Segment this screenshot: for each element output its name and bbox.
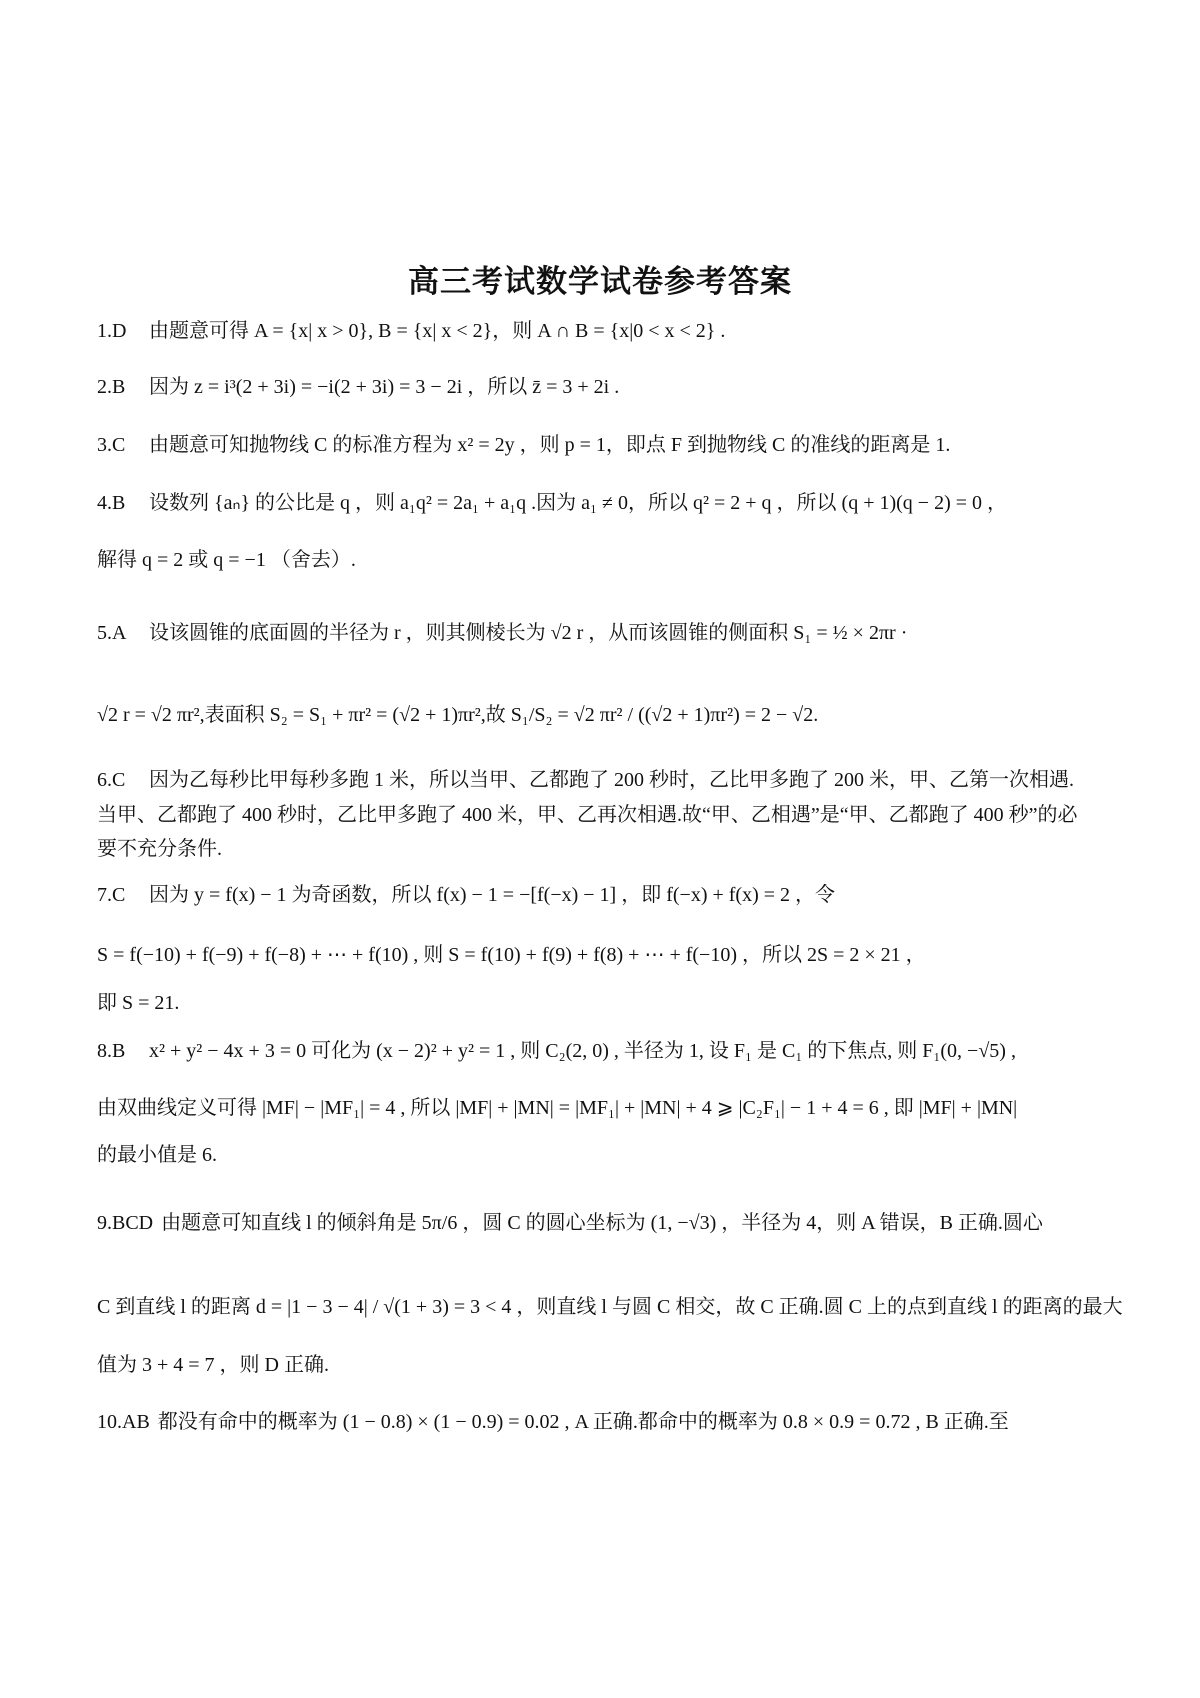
answer-text: 由双曲线定义可得 |MF| − |MF₁| = 4 , 所以 |MF| + |MN| = |MF₁| + |MN| + 4 ⩾ |C₂F₁| − 1 + 4 = 6 , 即 |MF| + |MN| <box>97 1097 1018 1119</box>
answer-line-7 <box>97 880 1127 909</box>
answer-line-4 <box>97 488 1127 517</box>
answer-line-1 <box>97 316 1127 345</box>
answer-text: 都没有命中的概率为 (1 − 0.8) × (1 − 0.9) = 0.02 , A 正确.都命中的概率为 0.8 × 0.9 = 0.72 , B 正确.至 <box>157 1411 1009 1433</box>
answer-line-9 <box>97 1208 1127 1237</box>
answer-number: 8.B <box>97 1040 126 1062</box>
answer-line-4-cont <box>97 545 1127 574</box>
answer-line-5 <box>97 618 1127 647</box>
answer-text: 的最小值是 6. <box>97 1144 217 1166</box>
answer-number: 6.C <box>97 769 126 791</box>
answer-number: 5.A <box>97 622 127 644</box>
answer-line-5-cont <box>97 700 1127 729</box>
answer-number: 4.B <box>97 492 126 514</box>
answer-line-9-cont <box>97 1292 1127 1321</box>
answer-line-6-cont2 <box>97 834 1127 863</box>
answer-number: 1.D <box>97 320 127 342</box>
answer-number: 7.C <box>97 884 126 906</box>
answer-line-7-cont2 <box>97 988 1127 1017</box>
answer-text: 要不充分条件. <box>97 838 222 860</box>
answer-line-6 <box>97 765 1127 794</box>
answer-text: 设该圆锥的底面圆的半径为 r ，则其侧棱长为 √2 r ，从而该圆锥的侧面积 S₁ = ½ × 2πr · <box>149 622 908 644</box>
answer-text: 因为 z = i³(2 + 3i) = −i(2 + 3i) = 3 − 2i ，所以 z̄ = 3 + 2i . <box>149 376 620 398</box>
page-title: 高三考试数学试卷参考答案 <box>408 264 792 300</box>
answer-line-6-cont <box>97 800 1127 829</box>
answer-line-9-cont2 <box>97 1350 1127 1379</box>
answer-text: 因为乙每秒比甲每秒多跑 1 米，所以当甲、乙都跑了 200 秒时，乙比甲多跑了 200 米，甲、乙第一次相遇. <box>149 769 1074 791</box>
answer-text: 解得 q = 2 或 q = −1 （舍去）. <box>97 549 356 571</box>
answer-text: 设数列 {aₙ} 的公比是 q ，则 a₁q² = 2a₁ + a₁q .因为 a₁ ≠ 0，所以 q² = 2 + q ，所以 (q + 1)(q − 2) = 0 ， <box>149 492 1008 514</box>
answer-line-8-cont2 <box>97 1140 1127 1169</box>
answer-text: 值为 3 + 4 = 7 ，则 D 正确. <box>97 1354 330 1376</box>
answer-text: √2 r = √2 πr²,表面积 S₂ = S₁ + πr² = (√2 + 1)πr²,故 S₁/S₂ = √2 πr² / ((√2 + 1)πr²) = 2 − √2. <box>97 704 819 726</box>
answer-text: C 到直线 l 的距离 d = |1 − 3 − 4| / √(1 + 3) = 3 < 4 ，则直线 l 与圆 C 相交，故 C 正确.圆 C 上的点到直线 l 的距离的最大 <box>97 1296 1123 1318</box>
answer-line-8 <box>97 1036 1127 1065</box>
answer-number: 10.AB <box>97 1411 150 1433</box>
answer-line-10 <box>97 1407 1127 1436</box>
answer-text: 当甲、乙都跑了 400 秒时，乙比甲多跑了 400 米，甲、乙再次相遇.故“甲、乙相遇”是“甲、乙都跑了 400 秒”的必 <box>97 804 1078 826</box>
answer-line-2 <box>97 372 1127 401</box>
answer-line-8-cont <box>97 1093 1127 1122</box>
answer-text: x² + y² − 4x + 3 = 0 可化为 (x − 2)² + y² = 1 , 则 C₂(2, 0) , 半径为 1, 设 F₁ 是 C₁ 的下焦点, 则 F₁(0, −√5) , <box>149 1040 1016 1062</box>
answer-text: 即 S = 21. <box>97 992 180 1014</box>
answer-text: 由题意可知抛物线 C 的标准方程为 x² = 2y ，则 p = 1，即点 F 到抛物线 C 的准线的距离是 1. <box>149 434 951 456</box>
answer-text: 由题意可知直线 l 的倾斜角是 5π/6 ，圆 C 的圆心坐标为 (1, −√3) ，半径为 4，则 A 错误，B 正确.圆心 <box>161 1212 1043 1234</box>
answer-text: S = f(−10) + f(−9) + f(−8) + ⋯ + f(10) , 则 S = f(10) + f(9) + f(8) + ⋯ + f(−10) ，所以 2S = 2 × 21 ， <box>97 944 926 966</box>
answer-line-3 <box>97 430 1127 459</box>
answer-number: 3.C <box>97 434 126 456</box>
answer-text: 由题意可得 A = {x| x > 0}, B = {x| x < 2}，则 A ∩ B = {x|0 < x < 2} . <box>149 320 726 342</box>
answer-line-7-cont <box>97 940 1127 969</box>
answer-text: 因为 y = f(x) − 1 为奇函数，所以 f(x) − 1 = −[f(−x) − 1] ，即 f(−x) + f(x) = 2 ，令 <box>149 884 836 906</box>
answer-number: 9.BCD <box>97 1212 154 1234</box>
answer-number: 2.B <box>97 376 126 398</box>
